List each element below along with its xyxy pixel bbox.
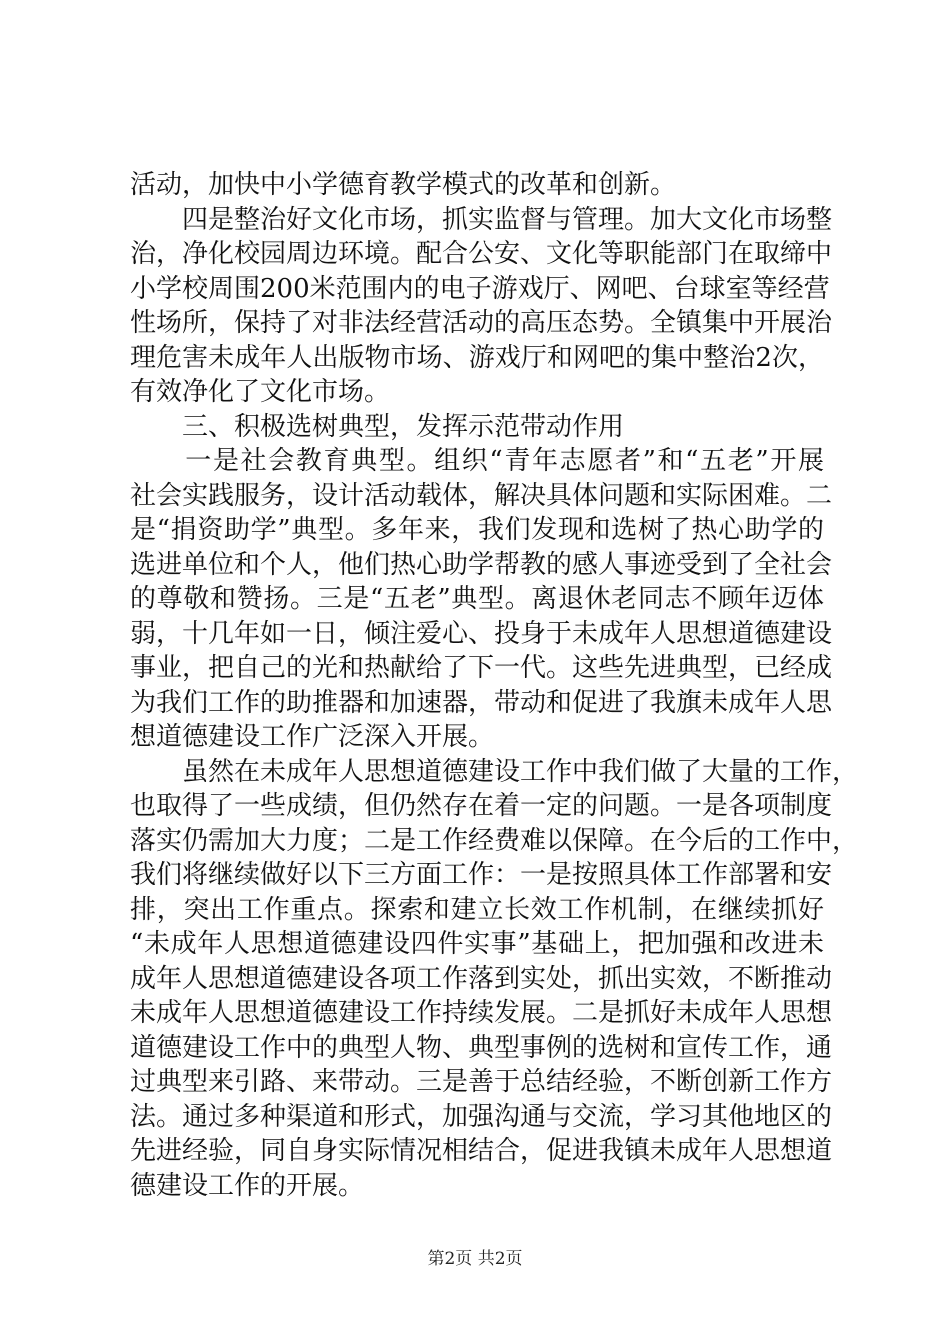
- text-line: 性场所，保持了对非法经营活动的高压态势。全镇集中开展治: [130, 308, 833, 338]
- text-line: 未成年人思想道德建设工作持续发展。二是抓好未成年人思想: [130, 998, 833, 1028]
- text-line: 是“捐资助学”典型。多年来，我们发现和选树了热心助学的: [130, 515, 824, 545]
- text-line: 过典型来引路、来带动。三是善于总结经验，不断创新工作方: [130, 1067, 833, 1097]
- body-text: [130, 168, 859, 1203]
- text-line: 三、积极选树典型，发挥示范带动作用: [130, 411, 625, 442]
- text-line: 道德建设工作中的典型人物、典型事例的选树和宣传工作，通: [130, 1032, 833, 1063]
- text-line: 先进经验，同自身实际情况相结合，促进我镇未成年人思想道: [130, 1136, 833, 1166]
- text-line: 理危害未成年人出版物市场、游戏厅和网吧的集中整治2次，: [130, 342, 824, 373]
- text-line: 社会实践服务，设计活动载体，解决具体问题和实际困难。二: [130, 480, 833, 511]
- text-line: 成年人思想道德建设各项工作落到实处，抓出实效，不断推动: [130, 963, 833, 994]
- text-line: 德建设工作的开展。: [130, 1170, 365, 1201]
- text-line: 也取得了一些成绩，但仍然存在着一定的问题。一是各项制度: [130, 791, 833, 821]
- text-line: 我们将继续做好以下三方面工作：一是按照具体工作部署和安: [130, 860, 833, 890]
- text-line: 落实仍需加大力度；二是工作经费难以保障。在今后的工作中，: [130, 825, 859, 856]
- text-line: 法。通过多种渠道和形式，加强沟通与交流，学习其他地区的: [130, 1101, 833, 1132]
- text-line: 小学校周围200米范围内的电子游戏厅、网吧、台球室等经营: [130, 273, 830, 304]
- text-line: 活动，加快中小学德育教学模式的改革和创新。: [130, 170, 677, 200]
- page-footer: 第2页 共2页: [427, 1249, 523, 1269]
- text-line: 选进单位和个人，他们热心助学帮教的感人事迹受到了全社会: [130, 549, 833, 580]
- text-line: 一是社会教育典型。组织“青年志愿者”和“五老”开展: [130, 446, 824, 476]
- text-line: 四是整治好文化市场，抓实监督与管理。加大文化市场整: [130, 204, 833, 235]
- text-line: 想道德建设工作广泛深入开展。: [130, 722, 495, 752]
- text-line: 事业，把自己的光和热献给了下一代。这些先进典型，已经成: [130, 653, 833, 683]
- text-line: 有效净化了文化市场。: [130, 377, 391, 407]
- text-line: 排，突出工作重点。探索和建立长效工作机制，在继续抓好: [130, 894, 824, 925]
- text-line: 的尊敬和赞扬。三是“五老”典型。离退休老同志不顾年迈体: [130, 584, 824, 614]
- text-line: 为我们工作的助推器和加速器，带动和促进了我旗未成年人思: [130, 687, 833, 718]
- text-line: 弱，十几年如一日，倾注爱心、投身于未成年人思想道德建设: [130, 618, 833, 649]
- text-line: “未成年人思想道德建设四件实事”基础上，把加强和改进未: [130, 929, 824, 959]
- text-line: 治，净化校园周边环境。配合公安、文化等职能部门在取缔中: [130, 239, 833, 269]
- text-line: 虽然在未成年人思想道德建设工作中我们做了大量的工作，: [130, 756, 859, 787]
